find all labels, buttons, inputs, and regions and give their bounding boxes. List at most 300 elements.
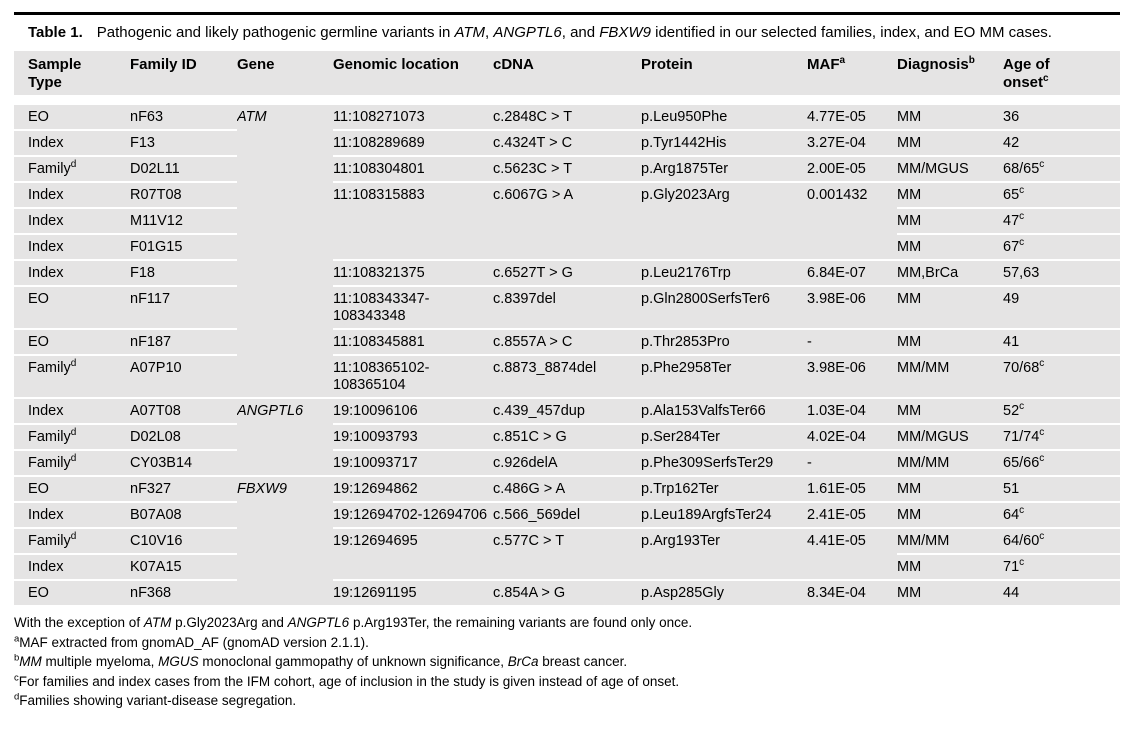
cell-text: nF187 (130, 334, 172, 350)
cell-text: Family (28, 161, 71, 177)
cell-text: c.577C > T (493, 533, 565, 549)
cell-text: Index (28, 239, 64, 255)
footnote-marker: b (14, 652, 20, 664)
cell-age-of-onset (1003, 399, 1120, 425)
cell-protein (641, 287, 807, 330)
cell-text: p.Tyr1442His (641, 135, 727, 151)
superscript-marker: d (70, 427, 77, 439)
cell-diagnosis (897, 287, 1003, 330)
superscript-marker: c (1019, 557, 1025, 569)
text: , and (561, 24, 600, 41)
superscript-marker: c (1019, 185, 1025, 197)
cell-sample-type (14, 503, 130, 529)
cell-cdna (493, 287, 641, 330)
cell-diagnosis (897, 157, 1003, 183)
cell-sample-type (14, 451, 130, 477)
cell-text: Family (28, 429, 71, 445)
table-row (14, 425, 1120, 451)
cell-text: c.8873_8874del (493, 360, 597, 376)
cell-text: - (807, 455, 812, 471)
cell-maf (807, 399, 897, 425)
footnote (14, 691, 1120, 711)
cell-family-id (130, 287, 237, 330)
cell-text: F18 (130, 265, 155, 281)
cell-diagnosis (897, 529, 1003, 555)
cell-diagnosis (897, 105, 1003, 131)
cell-maf (807, 261, 897, 287)
table-row (14, 330, 1120, 356)
cell-text: p.Phe2958Ter (641, 360, 732, 376)
cell-text: MM (897, 334, 922, 350)
cell-text: Index (28, 213, 64, 229)
column-header-sample-type (14, 51, 130, 105)
cell-genomic-location (333, 581, 493, 607)
cell-text: p.Phe309SerfsTer29 (641, 455, 774, 471)
column-header-protein (641, 51, 807, 105)
italic-text: MGUS (158, 654, 199, 669)
cell-diagnosis (897, 399, 1003, 425)
table-caption (28, 23, 1120, 43)
cell-text: 19:10093793 (333, 429, 418, 445)
table-caption-label: Table 1. (28, 24, 83, 41)
column-header-maf (807, 51, 897, 105)
text: , (485, 24, 494, 41)
cell-maf (807, 581, 897, 607)
text: Pathogenic and likely pathogenic germline variants in (96, 24, 455, 41)
cell-cdna (493, 131, 641, 157)
cell-text: 11:108271073 (333, 109, 425, 125)
footnote (14, 652, 1120, 672)
cell-text: p.Gly2023Arg (641, 187, 730, 203)
superscript-marker: c (1043, 73, 1049, 84)
table-row (14, 131, 1120, 157)
table-row (14, 503, 1120, 529)
italic-text: ATM (143, 615, 172, 630)
cell-text: 11:108321375 (333, 265, 425, 281)
cell-text: 19:12691195 (333, 585, 417, 601)
cell-text: 71/74 (1003, 429, 1040, 445)
cell-text: 3.98E-06 (807, 291, 866, 307)
table-row (14, 477, 1120, 503)
superscript-marker: d (70, 531, 77, 543)
cell-protein (641, 399, 807, 425)
cell-text: p.Arg1875Ter (641, 161, 729, 177)
cell-text: 8.34E-04 (807, 585, 866, 601)
cell-sample-type (14, 529, 130, 555)
cell-protein (641, 581, 807, 607)
cell-family-id (130, 105, 237, 131)
cell-text: MM (897, 291, 922, 307)
cell-sample-type (14, 261, 130, 287)
cell-family-id (130, 477, 237, 503)
superscript-marker: d (70, 159, 77, 171)
cell-family-id (130, 356, 237, 399)
cell-sample-type (14, 399, 130, 425)
cell-protein (641, 529, 807, 581)
cell-text: 41 (1003, 334, 1020, 350)
footnote-marker: d (14, 691, 20, 703)
cell-text: EO (28, 291, 49, 307)
cell-sample-type (14, 356, 130, 399)
italic-text: ANGPTL6 (493, 24, 562, 41)
cell-sample-type (14, 105, 130, 131)
cell-text: Gene (237, 56, 275, 73)
text: p.Arg193Ter, the remaining variants are found only once. (349, 615, 693, 630)
cell-age-of-onset (1003, 131, 1120, 157)
cell-text: c.854A > G (493, 585, 566, 601)
cell-text: c.566_569del (493, 507, 581, 523)
table-header (14, 51, 1120, 105)
cell-text: 3.27E-04 (807, 135, 866, 151)
footnote-marker: a (14, 633, 20, 644)
cell-text: p.Leu950Phe (641, 109, 728, 125)
cell-sample-type (14, 581, 130, 607)
italic-text: ATM (454, 24, 486, 41)
cell-text: R07T08 (130, 187, 182, 203)
table-row (14, 451, 1120, 477)
cell-text: 68/65 (1003, 161, 1040, 177)
cell-maf (807, 287, 897, 330)
cell-text: MM/MM (897, 455, 950, 471)
cell-text: MM (897, 585, 922, 601)
cell-diagnosis (897, 555, 1003, 581)
cell-text: 19:12694702-12694706 (333, 507, 488, 523)
cell-sample-type (14, 425, 130, 451)
cell-text: p.Thr2853Pro (641, 334, 730, 350)
superscript-marker: a (839, 55, 846, 66)
cell-text: 11:108289689 (333, 135, 425, 151)
cell-text: p.Ala153ValfsTer66 (641, 403, 766, 419)
cell-maf (807, 425, 897, 451)
cell-genomic-location (333, 330, 493, 356)
cell-diagnosis (897, 451, 1003, 477)
cell-text: Family (28, 455, 71, 471)
italic-text: BrCa (507, 654, 539, 669)
table-row (14, 105, 1120, 131)
cell-text: 19:12694695 (333, 533, 418, 549)
cell-protein (641, 425, 807, 451)
cell-age-of-onset (1003, 356, 1120, 399)
cell-family-id (130, 399, 237, 425)
text: MAF extracted from gnomAD_AF (gnomAD version 2.1.1). (19, 634, 369, 650)
cell-sample-type (14, 555, 130, 581)
cell-text: 11:108365102-108365104 (333, 360, 430, 393)
text: multiple myeloma, (41, 654, 159, 669)
cell-text: MM/MGUS (897, 161, 969, 177)
text: For families and index cases from the IFM cohort, age of inclusion in the study is given instead of age of onset. (18, 673, 680, 689)
cell-text: p.Arg193Ter (641, 533, 720, 549)
table-row (14, 399, 1120, 425)
cell-text: M11V12 (130, 213, 183, 229)
cell-text: Family ID (130, 56, 197, 73)
cell-text: p.Trp162Ter (641, 481, 719, 497)
cell-genomic-location (333, 399, 493, 425)
cell-genomic-location (333, 425, 493, 451)
cell-text: 0.001432 (807, 187, 868, 203)
cell-maf (807, 183, 897, 261)
column-header-diagnosis (897, 51, 1003, 105)
superscript-marker: c (1039, 427, 1045, 439)
cell-text: Index (28, 559, 64, 575)
table-top-rule (14, 12, 1120, 15)
cell-text: FBXW9 (237, 481, 287, 497)
cell-text: MAF (807, 56, 840, 73)
cell-gene (237, 105, 333, 399)
italic-text: MM (19, 654, 42, 669)
table-row (14, 183, 1120, 209)
cell-age-of-onset (1003, 287, 1120, 330)
superscript-marker: c (1019, 401, 1025, 413)
cell-text: 47 (1003, 213, 1020, 229)
cell-text: Genomic location (333, 56, 459, 73)
cell-text: Index (28, 135, 64, 151)
cell-text: D02L08 (130, 429, 181, 445)
cell-text: 65/66 (1003, 455, 1040, 471)
column-header-cdna (493, 51, 641, 105)
cell-protein (641, 105, 807, 131)
cell-text: 57,63 (1003, 265, 1040, 281)
cell-family-id (130, 451, 237, 477)
table-body (14, 105, 1120, 607)
footnote-marker: c (14, 672, 19, 683)
cell-cdna (493, 261, 641, 287)
cell-maf (807, 503, 897, 529)
cell-maf (807, 157, 897, 183)
cell-text: D02L11 (130, 161, 180, 177)
cell-text: MM/MGUS (897, 429, 969, 445)
cell-text: Age of onset (1003, 56, 1050, 91)
column-header-genomic-location (333, 51, 493, 105)
cell-text: c.8557A > C (493, 334, 573, 350)
cell-family-id (130, 330, 237, 356)
cell-diagnosis (897, 581, 1003, 607)
cell-text: Protein (641, 56, 693, 73)
cell-sample-type (14, 183, 130, 209)
cell-genomic-location (333, 261, 493, 287)
cell-family-id (130, 529, 237, 555)
cell-diagnosis (897, 131, 1003, 157)
cell-text: Family (28, 533, 71, 549)
cell-maf (807, 105, 897, 131)
cell-text: c.851C > G (493, 429, 567, 445)
cell-text: 4.02E-04 (807, 429, 866, 445)
cell-family-id (130, 131, 237, 157)
cell-text: K07A15 (130, 559, 182, 575)
table-row (14, 287, 1120, 330)
cell-genomic-location (333, 105, 493, 131)
cell-sample-type (14, 287, 130, 330)
cell-cdna (493, 581, 641, 607)
cell-text: 70/68 (1003, 360, 1040, 376)
cell-cdna (493, 529, 641, 581)
cell-text: 36 (1003, 109, 1020, 125)
cell-text: 3.98E-06 (807, 360, 866, 376)
cell-text: c.926delA (493, 455, 558, 471)
cell-text: ATM (237, 109, 267, 125)
cell-text: 11:108304801 (333, 161, 425, 177)
table-row (14, 356, 1120, 399)
table-row (14, 261, 1120, 287)
cell-text: 11:108343347-108343348 (333, 291, 430, 324)
column-header-gene (237, 51, 333, 105)
cell-sample-type (14, 157, 130, 183)
cell-text: p.Leu2176Trp (641, 265, 731, 281)
cell-sample-type (14, 330, 130, 356)
cell-text: c.6527T > G (493, 265, 573, 281)
italic-text: ANGPTL6 (287, 615, 350, 630)
cell-text: EO (28, 585, 49, 601)
cell-genomic-location (333, 451, 493, 477)
superscript-marker: c (1019, 505, 1025, 517)
cell-protein (641, 330, 807, 356)
footnote (14, 633, 1120, 653)
cell-text: 64 (1003, 507, 1020, 523)
cell-text: 19:10096106 (333, 403, 418, 419)
cell-text: C10V16 (130, 533, 183, 549)
cell-text: 51 (1003, 481, 1020, 497)
cell-diagnosis (897, 209, 1003, 235)
text: p.Gly2023Arg and (171, 615, 288, 630)
cell-genomic-location (333, 503, 493, 529)
superscript-marker: c (1019, 211, 1025, 223)
cell-text: 71 (1003, 559, 1020, 575)
cell-text: 6.84E-07 (807, 265, 866, 281)
cell-text: p.Gln2800SerfsTer6 (641, 291, 770, 307)
cell-text: 52 (1003, 403, 1020, 419)
cell-genomic-location (333, 183, 493, 261)
cell-cdna (493, 105, 641, 131)
cell-age-of-onset (1003, 555, 1120, 581)
cell-text: Index (28, 403, 64, 419)
cell-text: MM/MM (897, 533, 950, 549)
text: monoclonal gammopathy of unknown significance, (198, 654, 508, 669)
cell-diagnosis (897, 235, 1003, 261)
cell-text: MM (897, 187, 922, 203)
cell-cdna (493, 399, 641, 425)
cell-text: 11:108345881 (333, 334, 425, 350)
cell-text: B07A08 (130, 507, 182, 523)
cell-cdna (493, 330, 641, 356)
cell-cdna (493, 477, 641, 503)
cell-text: MM (897, 403, 922, 419)
superscript-marker: c (1039, 159, 1045, 171)
cell-text: - (807, 334, 812, 350)
cell-text: EO (28, 334, 49, 350)
text: identified in our selected families, index, and EO MM cases. (650, 24, 1052, 41)
cell-text: Index (28, 187, 64, 203)
cell-gene (237, 399, 333, 477)
cell-genomic-location (333, 131, 493, 157)
cell-text: A07P10 (130, 360, 182, 376)
cell-family-id (130, 261, 237, 287)
cell-text: EO (28, 109, 49, 125)
cell-text: EO (28, 481, 49, 497)
cell-age-of-onset (1003, 425, 1120, 451)
cell-text: Index (28, 507, 64, 523)
cell-text: 2.41E-05 (807, 507, 866, 523)
cell-cdna (493, 425, 641, 451)
text: breast cancer. (538, 654, 628, 669)
cell-text: c.2848C > T (493, 109, 573, 125)
cell-text: 4.77E-05 (807, 109, 866, 125)
cell-text: MM (897, 507, 922, 523)
cell-age-of-onset (1003, 261, 1120, 287)
footnote (14, 672, 1120, 692)
cell-maf (807, 356, 897, 399)
cell-text: c.5623C > T (493, 161, 573, 177)
cell-text: MM (897, 481, 922, 497)
cell-text: 49 (1003, 291, 1020, 307)
cell-family-id (130, 555, 237, 581)
cell-text: 11:108315883 (333, 187, 425, 203)
cell-text: F01G15 (130, 239, 183, 255)
cell-maf (807, 529, 897, 581)
table-row (14, 529, 1120, 555)
cell-protein (641, 477, 807, 503)
cell-text: MM (897, 135, 922, 151)
cell-protein (641, 503, 807, 529)
cell-text: c.486G > A (493, 481, 566, 497)
cell-maf (807, 330, 897, 356)
table-caption-text (97, 24, 1052, 41)
cell-age-of-onset (1003, 330, 1120, 356)
cell-cdna (493, 183, 641, 261)
cell-cdna (493, 451, 641, 477)
cell-text: 42 (1003, 135, 1020, 151)
cell-diagnosis (897, 356, 1003, 399)
superscript-marker: c (1019, 237, 1025, 249)
cell-text: nF117 (130, 291, 171, 307)
cell-diagnosis (897, 330, 1003, 356)
cell-text: MM (897, 559, 922, 575)
cell-text: 44 (1003, 585, 1020, 601)
cell-genomic-location (333, 356, 493, 399)
cell-text: CY03B14 (130, 455, 193, 471)
cell-age-of-onset (1003, 503, 1120, 529)
cell-diagnosis (897, 477, 1003, 503)
cell-text: p.Asp285Gly (641, 585, 725, 601)
text: With the exception of (14, 615, 144, 630)
cell-age-of-onset (1003, 451, 1120, 477)
cell-text: MM/MM (897, 360, 950, 376)
superscript-marker: d (70, 453, 77, 465)
cell-text: 1.03E-04 (807, 403, 866, 419)
cell-protein (641, 183, 807, 261)
cell-protein (641, 451, 807, 477)
cell-family-id (130, 157, 237, 183)
cell-maf (807, 131, 897, 157)
cell-text: 19:10093717 (333, 455, 418, 471)
cell-protein (641, 131, 807, 157)
cell-cdna (493, 356, 641, 399)
cell-sample-type (14, 131, 130, 157)
cell-protein (641, 261, 807, 287)
cell-family-id (130, 581, 237, 607)
cell-family-id (130, 183, 237, 209)
cell-text: p.Leu189ArgfsTer24 (641, 507, 772, 523)
cell-family-id (130, 425, 237, 451)
cell-text: MM,BrCa (897, 265, 959, 281)
column-header-age-of-onset (1003, 51, 1120, 105)
cell-text: Family (28, 360, 71, 376)
cell-sample-type (14, 477, 130, 503)
cell-text: 19:12694862 (333, 481, 418, 497)
cell-age-of-onset (1003, 581, 1120, 607)
cell-text: c.439_457dup (493, 403, 585, 419)
cell-family-id (130, 209, 237, 235)
cell-age-of-onset (1003, 477, 1120, 503)
cell-text: F13 (130, 135, 155, 151)
